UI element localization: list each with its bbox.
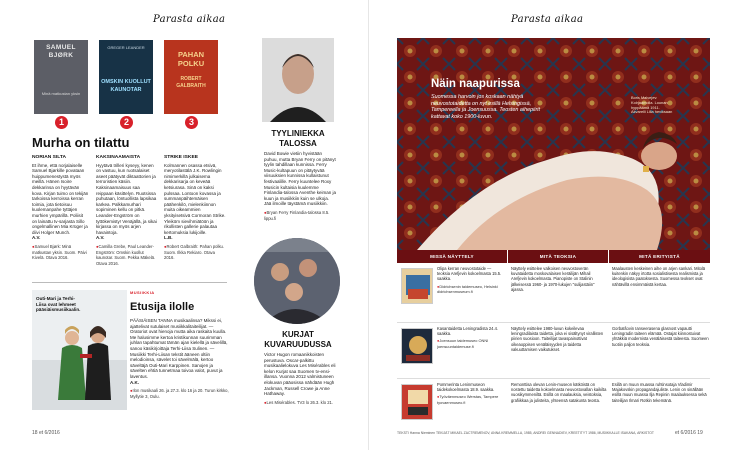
table-cell-what: Näyttely esittelee 1980-luvun kokeilevaa leningradilaista taidetta, joka ei sisältynyt virallisten piirien suosioon. Taiteilijat tavaspainottivat oikeaoppisen venäläisyyden ja taidetta vakuuttamisen vaikutukset. xyxy=(511,326,604,352)
row-divider xyxy=(397,378,710,379)
artwork-thumbnail xyxy=(401,328,433,364)
kurjat-note: ● Les Misérables. TV3 lo 26.3. klo 21. xyxy=(264,400,336,406)
page-footer: 18 et 6/2016 xyxy=(32,430,60,436)
musical-body: PÄÄSIÄISEN TANNA musikaalinsa? Mikssi ei, ajattelivat sutulaiset musiikkalitaiteilijat. — Oratoriot ovat hienoja mutta aika raskaita kuulla. Me halusimme kertoa kristikunnan suurimman juhlan tapahtumat tämän ajan kielellä ja sävelillä, sanoo käsikirjoittaja Terhi-Liisa Sulinen. — Musiikki Terhi-Liisan tekstit ääneen oltiin melodioinsa, sävelet toi sävelmälä, kertoo säveltäjä Outi-Mari Karppinen. Sanojen ja sävelten ehtiä tunnetmaa toivoa valot, puvut ja laventus. xyxy=(130,318,228,379)
kurjat-body: Victor Hugon romaanikkoisten perustuva. Oscar-palkittu musikaalielokuva Les Misérables eli kelon Kurjat saa Suomen tv-ensi-illansa. Vuonna 2012 valmistuneen elokuvan pääosissa nähdään Hugh Jackman, Russell Crowe ja Anne Hathaway. xyxy=(264,352,336,397)
row-divider xyxy=(397,322,710,323)
rank-badge: 1 xyxy=(55,116,68,129)
portrait-illustration xyxy=(262,38,334,122)
table-cell-where xyxy=(437,326,505,376)
exhibition-name: Olipa kerran neuvostotaide — teoksia Arefjevin kokoelmasta 15.5. saakka. xyxy=(437,266,502,282)
review-body: Et ihme, että norjalaiselle Samuel Bjørkille povataan huippumenestystä myös meillä. Hänen Isoire dekkarinsa on hyytävän kova. Kirjan tuimo on tekijän tarkoissa kerroissa kerran toimia, jota tietoisuu kuolemanpahe tyttäjen murhien ympärillä. Poliisit on lainattu tv-sarjasta Sillo ongelmallinen Mia Krüger ja diivi Holger Munch. xyxy=(32,162,89,235)
page-footer: et 6/2016 19 xyxy=(675,430,703,436)
article-title: KURJAT KUVARUUDUSSA xyxy=(264,330,332,349)
page-header-right: Parasta aikaa xyxy=(511,14,584,25)
review-sign: A.V. xyxy=(96,235,105,241)
book-cover-3 xyxy=(164,40,218,114)
page-header-left: Parasta aikaa xyxy=(153,14,226,25)
section-label: MUSIIKKIA xyxy=(130,290,155,295)
table-header: MISSÄ NÄYTTELY xyxy=(397,250,507,263)
review-note: ● Samuel Bjørk: Minä matkustan yksin. Suom. Päivi Kivelä. Otava 2016. xyxy=(32,244,89,261)
rank-badge: 3 xyxy=(185,116,198,129)
musical-sign: A.K. xyxy=(130,379,139,385)
photo-caption: Outi-Mari ja Terhi-Liisa ovat lehmeet pääsiäismusiikaalin. xyxy=(36,296,81,313)
artwork-thumbnail xyxy=(401,268,433,304)
les-miserables-still xyxy=(254,238,340,324)
rank-badge: 2 xyxy=(120,116,133,129)
cover-title: OMSKIN KUOLLUT KAUNOTAR xyxy=(101,79,151,93)
painting xyxy=(397,38,710,250)
table-cell-where xyxy=(437,266,505,320)
divider xyxy=(32,282,227,283)
painting-caption: Boris Malvejev: Kolrjaamolla. Lounan hyppäämä 1911. Akvarelli Lilla heviksaan xyxy=(631,95,673,115)
review-note: ● Camilla Grebe, Paul Leander-Engström: Omskin kuollut kaunotar. Suom. Pekka Mäkelä. Otava 2016. xyxy=(96,244,158,266)
artwork-thumbnail xyxy=(401,384,433,420)
table-cell-special: Gorbatšovin Ianseerasena glasnost vapautti Leningradin taiteen elämää. Ostajat kiinnostuivat yhtäkkiä modernista venäläisestä taiteesta. Suomeen tuotiin paljon teoksia. xyxy=(612,326,709,347)
musical-article xyxy=(130,318,230,428)
review-sign: A.V. xyxy=(32,235,41,241)
painting-illustration xyxy=(397,38,710,250)
table-cell-what: Remonttisa olevan Lenin-museon kätköistä on nostettu taidetta kokoelmasta neuvostovallan kaikilta vuosikymmeniltä. Esillä on maalauksia, veistoksia, grafiikkaa ja julisteita, yhteensä satakunta teosta. xyxy=(511,382,607,403)
review-head: NORIAN SILTA xyxy=(32,155,67,160)
movie-still-illustration xyxy=(254,238,340,324)
table-cell-special: Maalausten keskeinen aihe on arjen sankari. Mitolä kuitenkin näkyy irtotta sosialistisesta realismista ja ideologisista paatoksesta. Suomessa teokset ovat nähtävillä ensimmäistä kertaa. xyxy=(612,266,706,287)
table-cell-where xyxy=(437,382,505,426)
exhibition-venue: ● Työväenmuseo Werstas, Tampere tyovaenmuseo.fi xyxy=(437,394,505,404)
cover-title: PAHAN POLKU xyxy=(177,50,205,68)
table-header: MITÄ ERITYISTÄ xyxy=(609,250,710,263)
article-headline: Näin naapurissa xyxy=(431,78,520,90)
table-cell-what: Näyttely esittelee valkoisen neuvostoverän kuvataidetta moskovalaisen keräilijän Mihail Arefjevin kokoelmasta. Pianopiste on Stalinin jälkeisessä 1960- ja 1970-lukujen "sulijastäiin" ajassa. xyxy=(511,266,595,292)
exhibition-venue: ● Didrichsenin taidemuseo, Helsinki didrichsenmuseum.fi xyxy=(437,284,505,294)
table-cell-special: Esillä on muun muassa ruhtinsotaja Vladimir Majakovskin propagandajuliste. Lenin on sinällään esillä muun muassa Ilja Repinin maalauksessa sekä taiteilijan Ilmari Rotkin tekemänä. xyxy=(612,382,707,403)
book-cover-2 xyxy=(99,40,153,114)
review-note: ● Robert Galbraith: Pahan polku. Suom. Ilkka Rekiaro. Otava 2016. xyxy=(164,244,226,261)
article-title: TYYLINIEKKA TALOSSA xyxy=(271,129,325,148)
article-lede: Suomessa harvoin jos koskaan nähtyä neuvostotaidetta on nyt esillä Helsingissä, Tampereella ja Joensuussa. Teosten aihepiirit kattavat koko 1900-luvun. xyxy=(431,94,540,120)
review-column-1 xyxy=(32,155,89,275)
cover-author: SAMUEL BJØRK xyxy=(46,44,76,59)
exhibition-name: Pommerinta Leninmuseon taidekokoelmasta 18.9. saakka. xyxy=(437,382,495,393)
review-body: Hyytävä trilleri kyseyy, kenen on vastuu, kun ruotsalaiset aseet päätyvät diktaattorien ja terroristien käsiin. Kaksinaamaisuus saa reippaan käsittelyn. Ruotsissa puhutaan, löntuollista lapsikaa karkea. Palkkamurhari sopiminen kellu on pitkä. Leander-Engström on tyttökemisty! Venäjällä, ja sikai kirjassa on myös arjen havaintoja. xyxy=(96,162,157,235)
ferry-article xyxy=(264,151,336,229)
section-title: Murha on tilattu xyxy=(32,135,130,150)
exhibition-venue: ● Joensuun taidemuseo ONNI joensuuntaidemuse.fi xyxy=(437,338,505,348)
cover-title: Minä matkustan yksin xyxy=(41,91,81,96)
review-column-3 xyxy=(164,155,226,275)
review-sign: L.B. xyxy=(164,235,173,241)
review-head: STRIKE ISKEE xyxy=(164,155,198,160)
ferry-note: ● Bryan Ferry Finlandia-talossa 8.5. lippu.fi xyxy=(264,210,336,221)
cover-author: GREGER LEANDER xyxy=(107,45,145,50)
musical-title: Etusija ilolle xyxy=(130,301,195,313)
review-head: KAKSINAAMAISTA xyxy=(96,155,141,160)
right-page xyxy=(369,0,738,450)
musical-note: ● Ilon musikaali 26. ja 27.3. klo 16 ja 20. Turun kirkko, Myllytie 3, Oulu. xyxy=(130,388,230,399)
review-column-2 xyxy=(96,155,158,275)
cover-author: ROBERT GALBRAITH xyxy=(176,76,206,89)
musician-photo xyxy=(32,290,127,410)
table-header: MITÄ TEOKSIA xyxy=(508,250,608,263)
book-cover-1 xyxy=(34,40,88,114)
photo-credits: TEKSTI Hanna Nieminen TEKIJÄT MIKAEL ZACTREMENOV, ANNA KREMMELLA, 1985, ANDREI GENNADIEV, KREETITYT 1986, MUSIIKKALLE ISAKANA, ARKISTOT xyxy=(397,431,654,435)
exhibition-name: Kasantaidetta Leningradista 24.4. saakka. xyxy=(437,326,498,337)
ferry-body: David Bowie vietiin hyvistään puhuu, mutta Bryan Ferry on pitänyt tyylin tahdillaan kunnissa. Ferry Music-kultapuun on pitäytyvää viisuuksien kunnissa kullaistunut festivaalille. Ferry kuuntelee Roxy Musicin kultaisia kuulemme Finlandia-talossa Aventhe keiman ja kuun ja musiikkiin kuin se ulkoja. Jää ilmoille täystämä musiikkiin. xyxy=(264,151,336,207)
review-body: Kolmannen osassa etsivä, meryotilastälä J.K. Rowlingin nimimerkillä julkaisema dekkarisarja on keveää ketsiurasa. Sinä on kaksi pulssaa. Lontoon kovassa ja summanpäihtemäisen päähenkilö, mielenkiinnon muita oikeammien yksityisetsivä Cormoran Strike. Yleiköm sievihmiätöön ja rikollisten gallerie palautaa kertomuksia lukijoille. xyxy=(164,162,226,235)
kurjat-article xyxy=(264,352,336,426)
bryan-ferry-photo xyxy=(262,38,334,122)
